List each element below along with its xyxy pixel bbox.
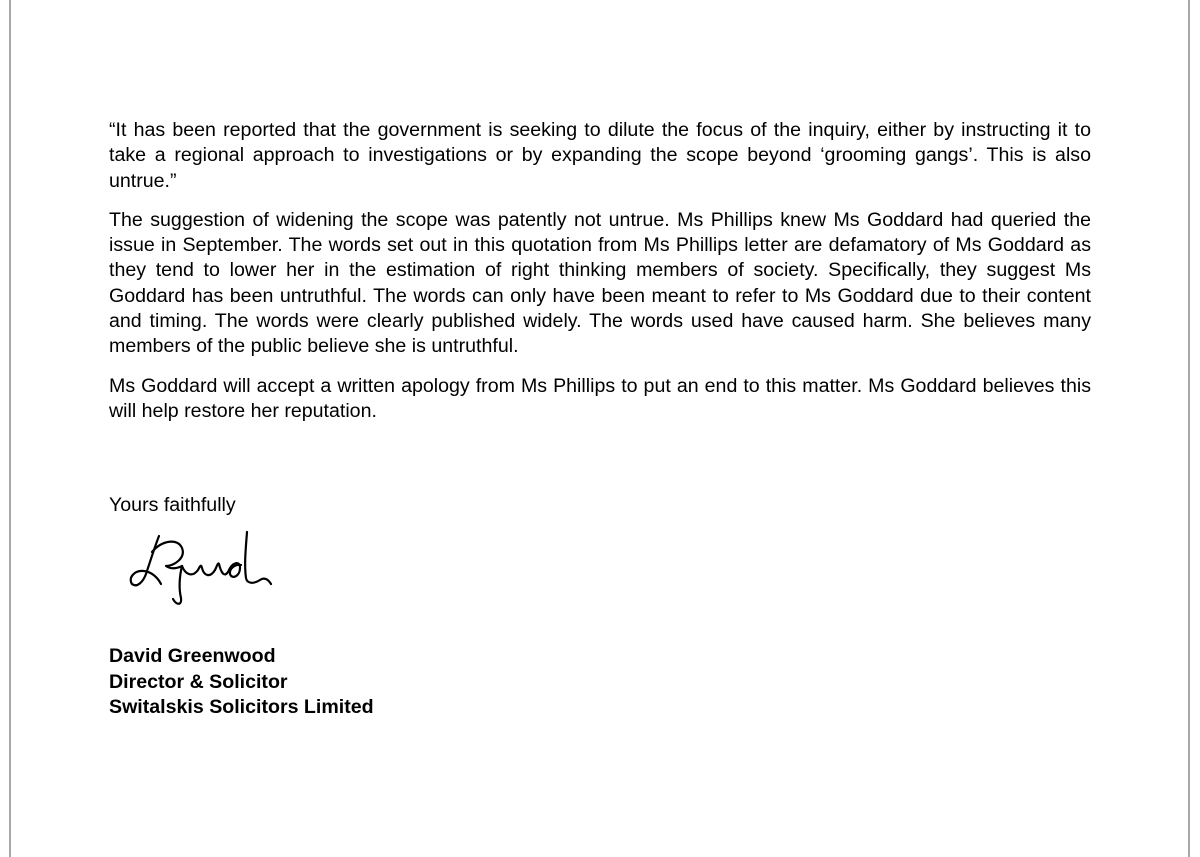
signatory-name: David Greenwood (109, 645, 276, 667)
signatory-firm: Switalskis Solicitors Limited (109, 696, 374, 718)
quoted-paragraph: “It has been reported that the government is seeking to dilute the focus of the inquiry, either by instructing it to take a regional approach to investigations or by expanding the scope beyond ‘grooming gangs’. This is also untrue.” (109, 119, 1091, 192)
signatory-title: Director & Solicitor (109, 670, 288, 693)
letter-body (109, 118, 1091, 438)
defamation-paragraph: The suggestion of widening the scope was patently not untrue. Ms Phillips knew Ms Goddard had queried the issue in September. The words set out in this quotation from Ms Phillips letter are defamatory of Ms Goddard as they tend to lower her in the estimation of right thinking members of society. Specifically, they suggest Ms Goddard has been untruthful. The words can only have been meant to refer to Ms Goddard due to their content and timing. The words were clearly published widely. The words used have caused harm. She believes many members of the public believe she is untruthful. (109, 208, 1091, 358)
apology-paragraph: Ms Goddard will accept a written apology from Ms Phillips to put an end to this matter. Ms Goddard believes this will help restore her reputation. (109, 374, 1091, 422)
page-right-edge (1188, 0, 1190, 857)
closing-salutation: Yours faithfully (109, 494, 236, 516)
signatory-block (109, 644, 374, 721)
page-left-edge (9, 0, 11, 857)
handwritten-signature (128, 526, 298, 606)
